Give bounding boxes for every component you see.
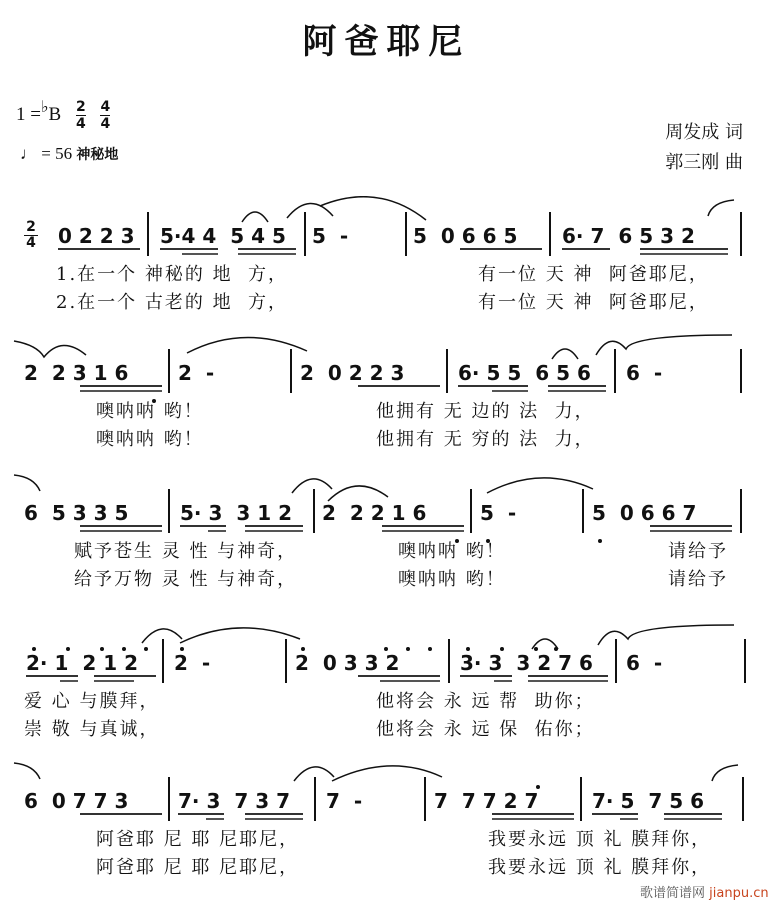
barline bbox=[313, 489, 315, 533]
measure-4: 7 7 7 2 7 bbox=[434, 789, 539, 813]
barline bbox=[580, 777, 582, 821]
measure-1: 6 5 3 3 5 bbox=[24, 501, 129, 525]
barline bbox=[448, 639, 450, 683]
slur-arc bbox=[330, 763, 445, 787]
lyric-verse-1: 噢呐呐 哟！ bbox=[398, 541, 506, 562]
measure-3: 5 - bbox=[312, 224, 349, 248]
barline bbox=[314, 777, 316, 821]
lyric-verse-2: 有一位 天 神 阿爸耶尼， bbox=[478, 292, 709, 313]
measure-5: 6 - bbox=[626, 361, 663, 385]
measure-3: 7 - bbox=[326, 789, 363, 813]
barline bbox=[740, 212, 742, 256]
lyric-verse-2: 崇 敬 与真诚， bbox=[24, 719, 160, 740]
tempo-marking bbox=[20, 144, 118, 164]
tie-arc bbox=[706, 198, 736, 218]
lyric-verse-1: 他拥有 无 边的 法 力， bbox=[376, 401, 595, 422]
measure-3: 2 0 3 3 2 bbox=[295, 651, 400, 675]
measure-2: 2 - bbox=[174, 651, 211, 675]
time-signature-4-4: $\frac{4}{4}$ bbox=[100, 99, 111, 132]
barline bbox=[614, 349, 616, 393]
measure-5: 5 0 6 6 7 bbox=[592, 501, 697, 525]
lyric-verse-2: 我要永远 顶 礼 膜拜你， bbox=[488, 857, 712, 878]
tie-arc bbox=[12, 761, 42, 781]
barline bbox=[582, 489, 584, 533]
barline bbox=[424, 777, 426, 821]
tie-arc bbox=[12, 339, 87, 361]
low-octave-dot bbox=[598, 539, 602, 543]
tie-arc bbox=[240, 206, 270, 224]
lyric-verse-1: 赋予苍生 灵 性 与神奇， bbox=[74, 541, 298, 562]
watermark-url: jianpu.cn bbox=[709, 886, 769, 901]
barline bbox=[405, 212, 407, 256]
measure-4: 5 - bbox=[480, 501, 517, 525]
barline bbox=[290, 349, 292, 393]
lyric-verse-1: 阿爸耶 尼 耶 尼耶尼， bbox=[96, 829, 300, 850]
measure-3: 2 2 2 1 6 bbox=[322, 501, 427, 525]
barline bbox=[168, 489, 170, 533]
lyric-verse-1: 请给予 bbox=[668, 541, 728, 562]
key-signature bbox=[16, 100, 110, 131]
measure-1: 2· 1 2 1 2 bbox=[26, 651, 138, 675]
measure-2: 2 - bbox=[178, 361, 215, 385]
quarter-note-icon: ♩ bbox=[20, 144, 37, 163]
key-prefix: 1 = bbox=[16, 103, 41, 125]
tie-arc bbox=[326, 481, 391, 503]
measure-2: 5·4 4 5 4 5 bbox=[160, 224, 286, 248]
lyric-verse-1: 1.在一个 神秘的 地 方， bbox=[56, 264, 289, 285]
measure-5: 7· 5 7 5 6 bbox=[592, 789, 704, 813]
lyricist: 周发成 词 bbox=[665, 122, 743, 143]
barline bbox=[168, 777, 170, 821]
measure-5: 6· 7 6 5 3 2 bbox=[562, 224, 695, 248]
lyric-verse-1: 有一位 天 神 阿爸耶尼， bbox=[478, 264, 709, 285]
measure-3: 2 0 2 2 3 bbox=[300, 361, 405, 385]
lyric-verse-1: 爱 心 与膜拜， bbox=[24, 691, 160, 712]
tie-arc bbox=[550, 343, 580, 361]
flat-icon: ♭ bbox=[40, 98, 49, 116]
lyric-verse-1: 我要永远 顶 礼 膜拜你， bbox=[488, 829, 712, 850]
barline bbox=[615, 639, 617, 683]
barline bbox=[470, 489, 472, 533]
barline bbox=[162, 639, 164, 683]
lyric-verse-2: 他将会 永 远 保 佑你； bbox=[376, 719, 595, 740]
barline bbox=[304, 212, 306, 256]
key-note: B bbox=[48, 103, 62, 125]
tempo-expression: 神秘地 bbox=[76, 147, 119, 163]
measure-1: 6 0 7 7 3 bbox=[24, 789, 129, 813]
measure-2: 5· 3 3 1 2 bbox=[180, 501, 292, 525]
tie-arc bbox=[596, 623, 736, 649]
tie-arc bbox=[530, 633, 560, 651]
barline bbox=[147, 212, 149, 256]
lyric-verse-2: 阿爸耶 尼 耶 尼耶尼， bbox=[96, 857, 300, 878]
lyric-verse-2: 请给予 bbox=[668, 569, 728, 590]
barline bbox=[285, 639, 287, 683]
high-octave-dot bbox=[536, 785, 540, 789]
measure-1: 2 2 3 1 6 bbox=[24, 361, 129, 385]
measure-1: 0 2 2 3 bbox=[58, 224, 135, 248]
lyric-verse-2: 他拥有 无 穷的 法 力， bbox=[376, 429, 595, 450]
tie-arc bbox=[485, 475, 595, 499]
system-time-signature: 2 4 bbox=[24, 220, 38, 251]
barline bbox=[446, 349, 448, 393]
lyric-verse-1: 噢呐呐 哟！ bbox=[96, 401, 204, 422]
barline bbox=[740, 349, 742, 393]
lyric-verse-2: 噢呐呐 哟！ bbox=[96, 429, 204, 450]
barline bbox=[742, 777, 744, 821]
measure-2: 7· 3 7 3 7 bbox=[178, 789, 290, 813]
song-title: 阿爸耶尼 bbox=[302, 22, 471, 62]
tempo-value: = 56 bbox=[41, 144, 73, 163]
tie-arc bbox=[12, 473, 42, 493]
watermark: 歌谱简谱网 jianpu.cn bbox=[640, 886, 769, 901]
tie-arc bbox=[710, 763, 740, 783]
barline bbox=[549, 212, 551, 256]
lyric-verse-1: 他将会 永 远 帮 助你； bbox=[376, 691, 595, 712]
credits bbox=[665, 118, 743, 178]
barline bbox=[168, 349, 170, 393]
lyric-verse-2: 给予万物 灵 性 与神奇， bbox=[74, 569, 298, 590]
barline bbox=[740, 489, 742, 533]
measure-4: 5 0 6 6 5 bbox=[413, 224, 518, 248]
measure-5: 6 - bbox=[626, 651, 663, 675]
slur-arc bbox=[318, 196, 428, 226]
time-signature-2-4: $\frac{2}{4}$ bbox=[75, 99, 86, 132]
measure-4: 3· 3 3 2 7 6 bbox=[460, 651, 593, 675]
composer: 郭三刚 曲 bbox=[665, 152, 743, 173]
barline bbox=[744, 639, 746, 683]
measure-4: 6· 5 5 6 5 6 bbox=[458, 361, 591, 385]
lyric-verse-2: 噢呐呐 哟！ bbox=[398, 569, 506, 590]
lyric-verse-2: 2.在一个 古老的 地 方， bbox=[56, 292, 289, 313]
